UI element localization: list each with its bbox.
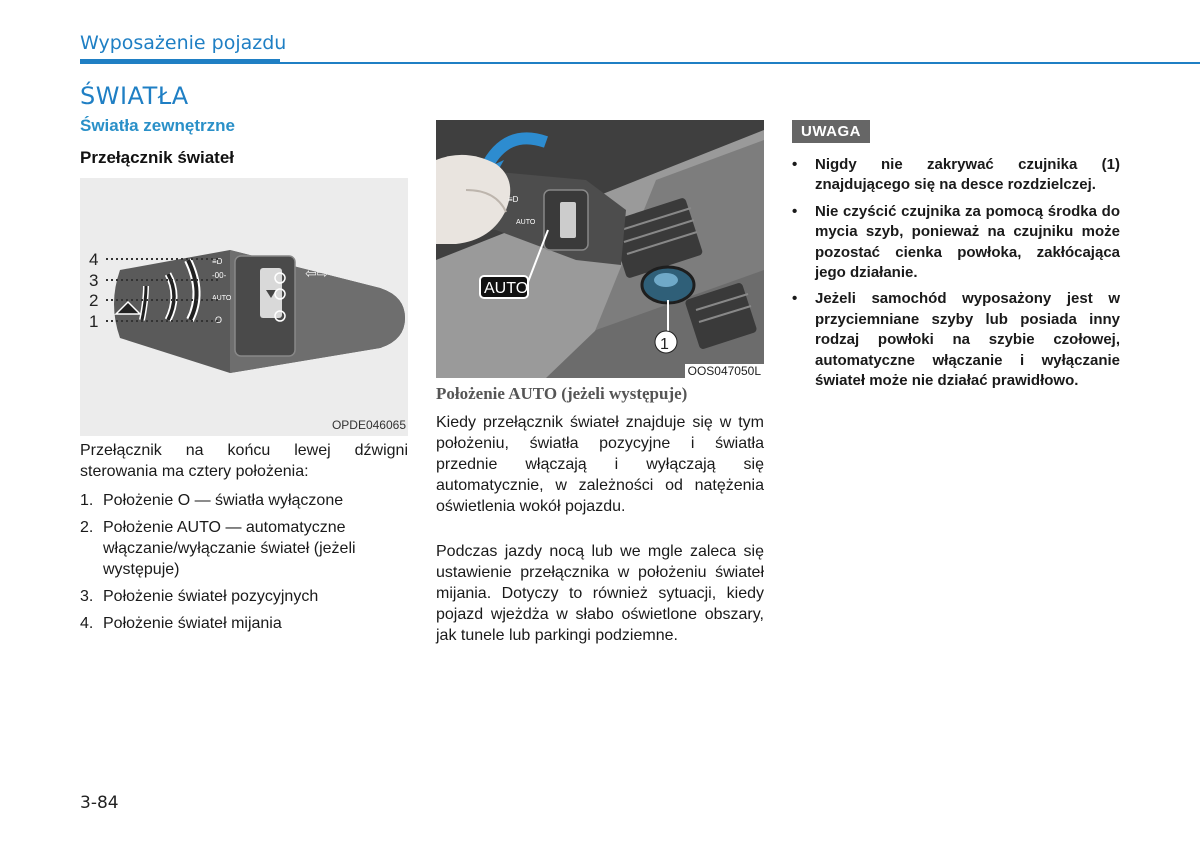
auto-label: AUTO	[484, 280, 529, 297]
bullet-icon: •	[792, 290, 798, 308]
figure-caption: OPDE046065	[331, 418, 406, 432]
light-switch-illustration	[80, 178, 408, 436]
auto-sensor-illustration	[436, 120, 764, 378]
subheading: Światła zewnętrzne	[80, 116, 235, 135]
auto-heading: Położenie AUTO (jeżeli występuje)	[436, 384, 688, 403]
list-text: Położenie O — światła wyłączone	[103, 492, 344, 509]
positions-list	[80, 490, 408, 634]
svg-text:≡D: ≡D	[212, 257, 223, 266]
position-label-4: 4	[89, 250, 99, 269]
notice-badge: UWAGA	[792, 120, 870, 143]
notice-text: Nie czyścić czujnika za pomocą środka do mycia szyb, ponieważ na czujniku może pozostać cienka powłoka, zakłócająca jego działanie.	[815, 202, 1120, 282]
header-rule-thin	[280, 62, 1200, 64]
position-label-3: 3	[89, 271, 99, 290]
column-2-text	[436, 412, 764, 670]
list-item	[80, 517, 408, 580]
notice-item	[792, 155, 1120, 196]
recommendation-paragraph: Podczas jazdy nocą lub we mgle zaleca się ustawienie przełącznika w położeniu świateł mijania. Dotyczy to również sytuacji, kiedy pojazd wjeżdża w słabo oświetlone obszary, jak tunele lub parkingi podziemne.	[436, 543, 764, 644]
svg-text:⇦⇨: ⇦⇨	[305, 266, 329, 282]
page-number: 3-84	[80, 793, 119, 813]
position-label-1: 1	[89, 312, 99, 331]
list-text: Położenie AUTO — automatyczne włączanie/wyłączanie świateł (jeżeli występuje)	[103, 519, 356, 578]
list-text: Położenie świateł mijania	[103, 615, 282, 632]
svg-text:≡D: ≡D	[508, 195, 519, 204]
list-number: 4.	[80, 615, 94, 632]
auto-sensor-figure	[436, 120, 764, 378]
section-title: Wyposażenie pojazdu	[80, 32, 287, 54]
list-item	[80, 490, 408, 511]
notice-item	[792, 289, 1120, 391]
auto-paragraph: Kiedy przełącznik świateł znajduje się w tym położeniu, światła pozycyjne i światła przednie włączają i wyłączają się automatycznie, w zależności od natężenia oświetlenia wokół pojazdu.	[436, 414, 764, 515]
position-label-2: 2	[89, 291, 99, 310]
svg-text:AUTO: AUTO	[516, 219, 536, 226]
list-text: Położenie świateł pozycyjnych	[103, 588, 319, 605]
list-item	[80, 613, 408, 634]
intro-paragraph: Przełącznik na końcu lewej dźwigni sterowania ma cztery położenia:	[80, 442, 408, 480]
notice-list	[792, 155, 1120, 397]
notice-text: Jeżeli samochód wyposażony jest w przyciemniane szyby lub posiada inny rodzaj powłoki na szybie czołowej, automatyczne włączanie i wyłączanie świateł może nie działać prawidłowo.	[815, 290, 1120, 390]
notice-item	[792, 202, 1120, 284]
figure-caption: OOS047050L	[685, 364, 764, 378]
svg-text:-00-: -00-	[212, 271, 227, 280]
bullet-icon: •	[792, 156, 798, 173]
list-number: 3.	[80, 588, 94, 605]
list-number: 2.	[80, 519, 94, 536]
notice-text: Nigdy nie zakrywać czujnika (1) znajdującego się na desce rozdzielczej.	[815, 156, 1120, 194]
page-title: ŚWIATŁA	[80, 82, 189, 110]
svg-text:AUTO: AUTO	[212, 295, 232, 302]
svg-text:O: O	[215, 315, 223, 325]
bullet-icon: •	[792, 202, 798, 220]
list-number: 1.	[80, 492, 94, 509]
sensor-callout: 1	[660, 336, 669, 353]
list-item	[80, 586, 408, 607]
header-rule-thick	[80, 59, 280, 64]
column-1-text	[80, 440, 408, 640]
subsection-heading: Przełącznik świateł	[80, 148, 235, 167]
light-switch-figure	[80, 178, 408, 436]
